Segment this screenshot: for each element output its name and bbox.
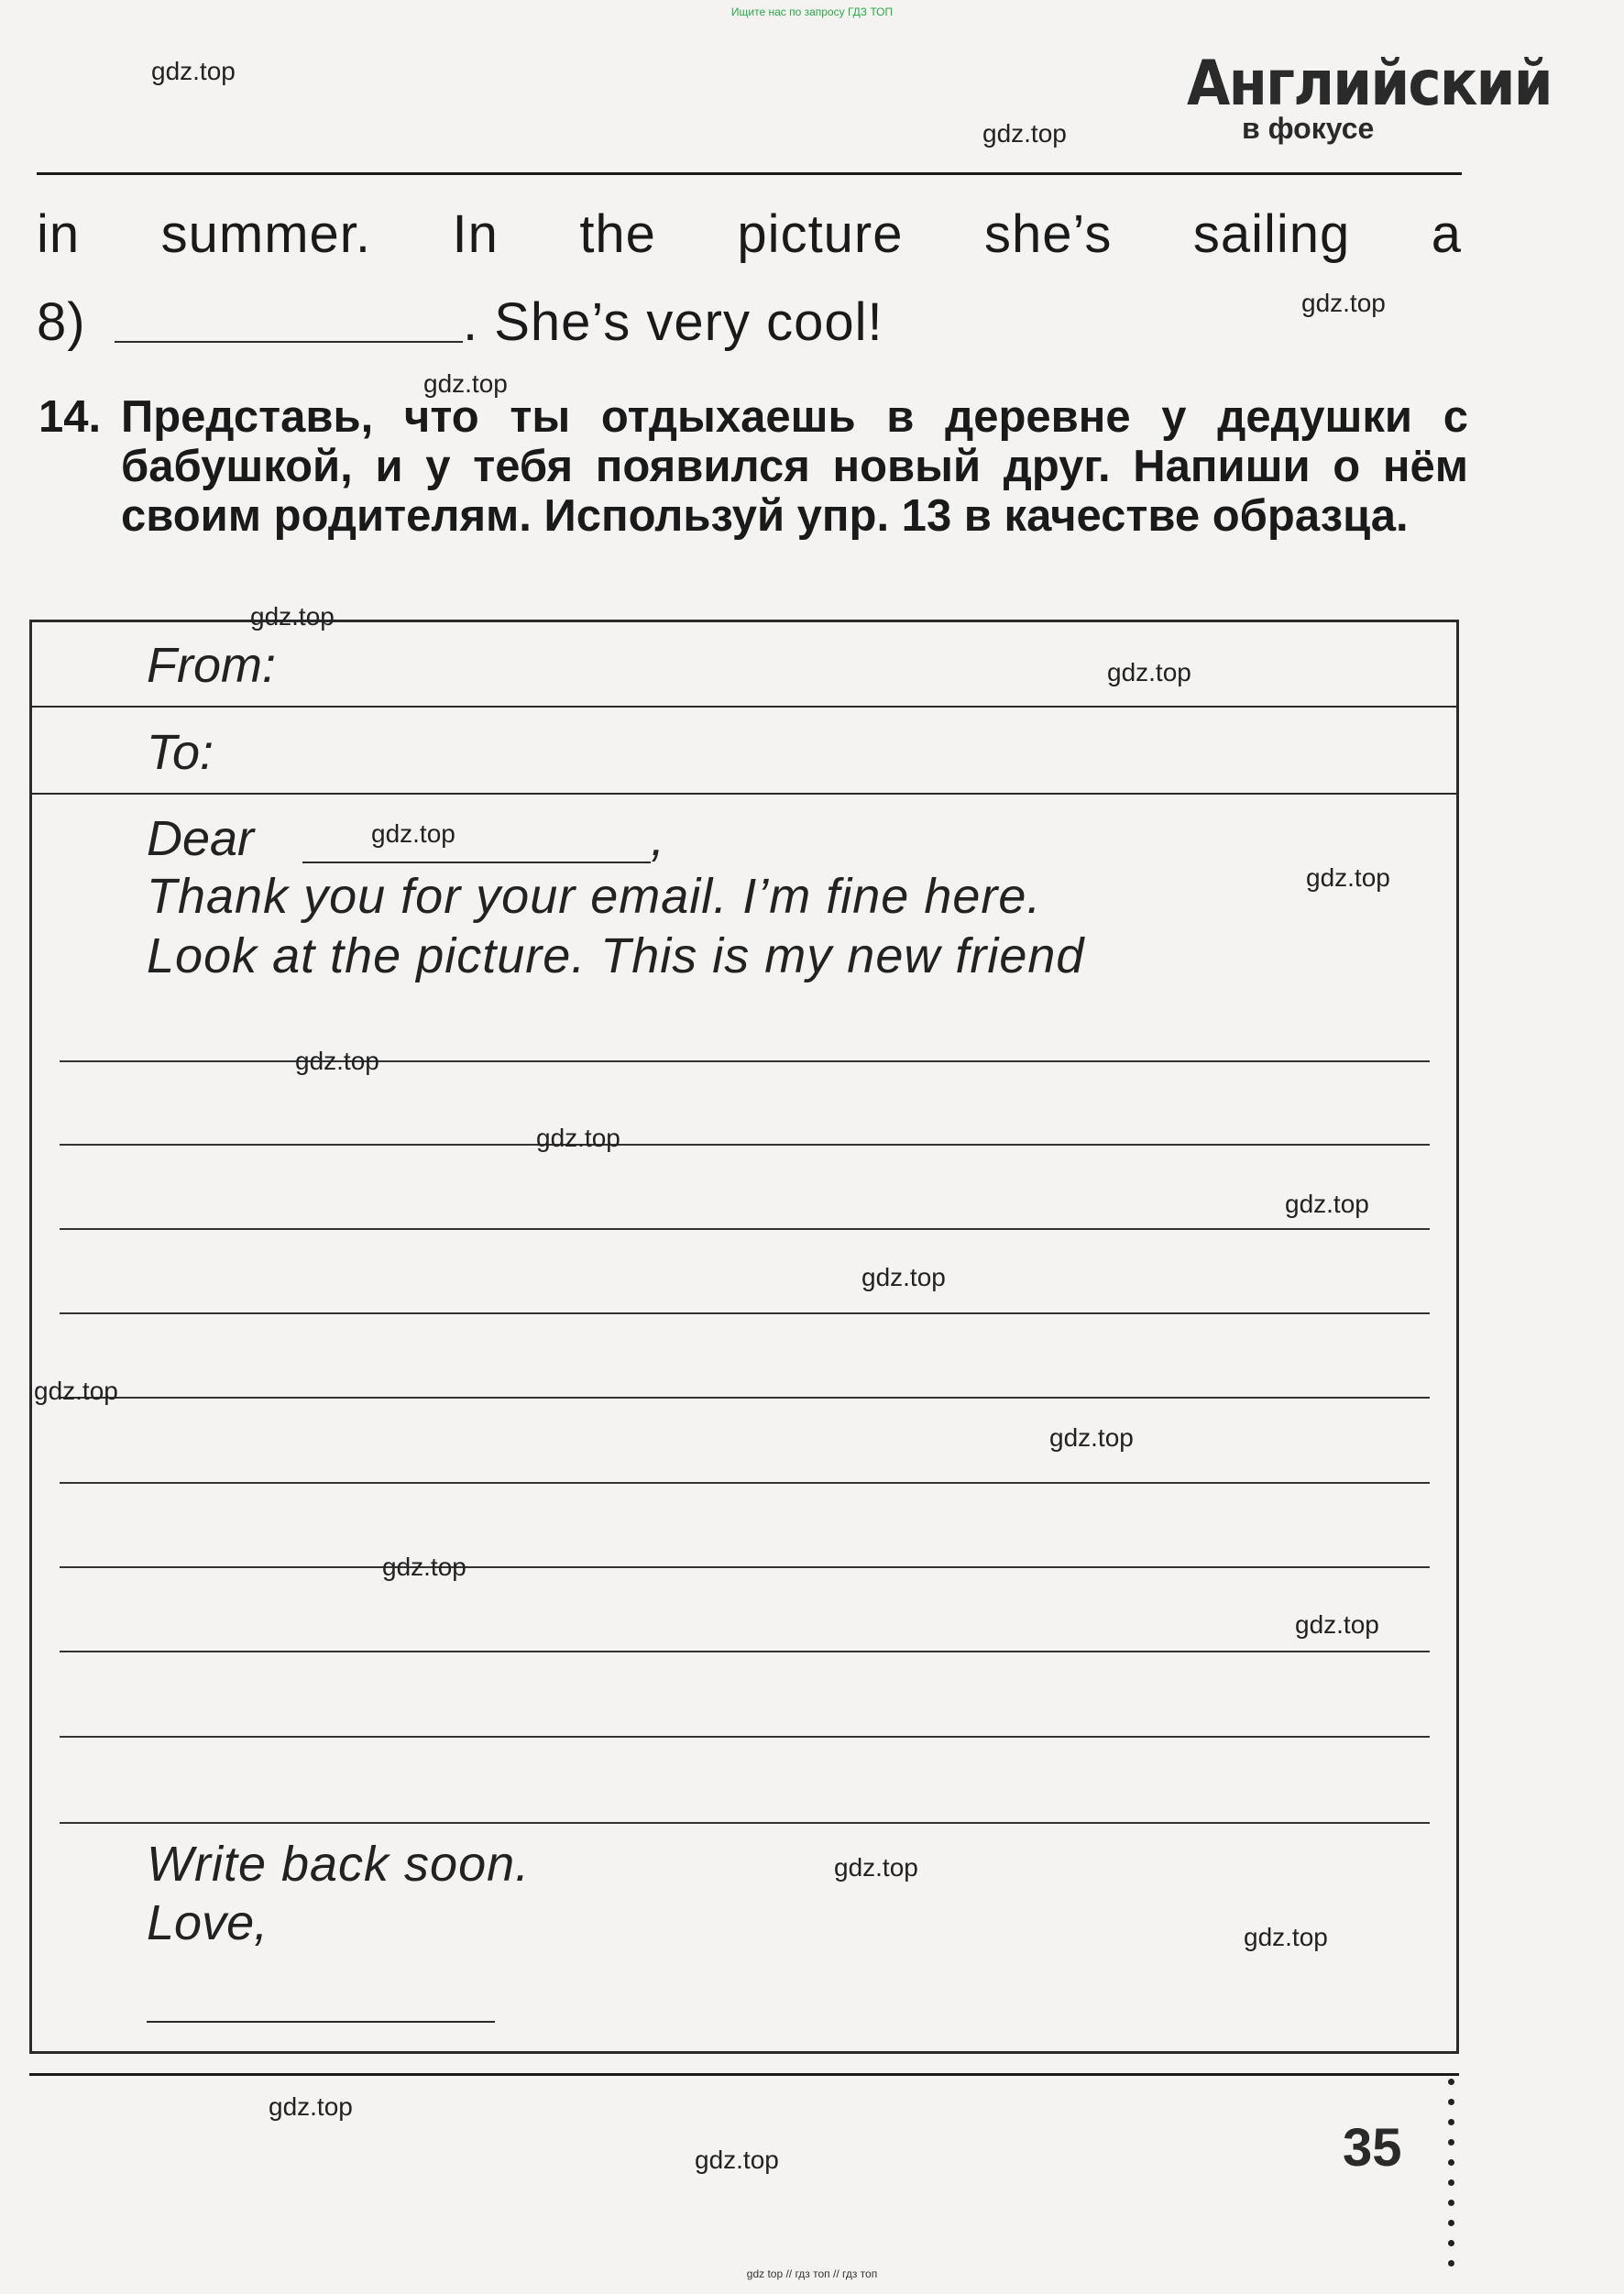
watermark: gdz.top (1306, 863, 1390, 892)
watermark: gdz.top (1107, 658, 1191, 686)
to-line[interactable] (32, 793, 1457, 795)
word: In (452, 204, 499, 264)
watermark: gdz.top (1295, 1610, 1379, 1639)
writing-line[interactable] (60, 1060, 1430, 1062)
from-label: From: (147, 638, 276, 693)
word: the (579, 204, 656, 264)
watermark: gdz.top (1244, 1923, 1328, 1951)
watermark: gdz.top (982, 119, 1067, 148)
letter-line-2: Look at the picture. This is my new friend (147, 928, 1085, 983)
logo-subtitle: в фокусе (1242, 112, 1375, 145)
name-blank[interactable] (302, 862, 651, 863)
text-line-1 (37, 203, 1462, 265)
answer-blank[interactable] (115, 341, 463, 343)
watermark: gdz.top (371, 819, 455, 848)
watermark: gdz.top (250, 602, 335, 631)
to-label: To: (147, 725, 214, 780)
dear-label: Dear (147, 811, 255, 866)
word: she’s (983, 204, 1113, 264)
watermark: gdz.top (295, 1047, 379, 1075)
watermark: gdz.top (1285, 1190, 1369, 1218)
word: summer. (160, 204, 371, 264)
watermark: gdz.top (1301, 289, 1386, 317)
logo-title: Английский (1187, 48, 1552, 120)
signature-blank[interactable] (147, 2021, 495, 2023)
top-note: Ищите нас по запросу ГДЗ ТОП (730, 5, 894, 18)
letter-line-1: Thank you for your email. I’m fine here. (147, 869, 1042, 924)
writing-line[interactable] (60, 1822, 1430, 1824)
watermark: gdz.top (269, 2092, 353, 2121)
writing-line[interactable] (60, 1397, 1430, 1399)
watermark: gdz.top (1049, 1423, 1134, 1452)
closing-line-1: Write back soon. (147, 1837, 531, 1892)
word: in (37, 204, 81, 264)
watermark: gdz.top (695, 2146, 779, 2174)
word: picture (737, 204, 904, 264)
word: sailing (1192, 204, 1351, 264)
dear-comma: , (651, 811, 665, 866)
edge-dots (1448, 2079, 1457, 2280)
writing-line[interactable] (60, 1566, 1430, 1568)
writing-line[interactable] (60, 1736, 1430, 1738)
watermark: gdz.top (834, 1853, 918, 1882)
text-line-2 (37, 291, 86, 353)
watermark: gdz.top (536, 1124, 620, 1152)
word: a (1431, 204, 1462, 264)
book-logo (1187, 48, 1552, 145)
from-line[interactable] (32, 706, 1457, 708)
closing-line-2: Love, (147, 1895, 269, 1950)
task-number: 14. (38, 392, 102, 442)
footer-rule (29, 2073, 1459, 2076)
watermark: gdz.top (861, 1263, 946, 1291)
writing-line[interactable] (60, 1144, 1430, 1146)
task-instructions: Представь, что ты отдыхаешь в деревне у дедушки с бабушкой, и у тебя появился новый друг. Напиши о нём своим родителям. Используй упр. 13 в качестве образца. (121, 392, 1468, 541)
writing-line[interactable] (60, 1312, 1430, 1314)
writing-line[interactable] (60, 1482, 1430, 1484)
text-line-2-rest: . She’s very cool! (463, 292, 883, 352)
watermark: gdz.top (423, 369, 508, 398)
writing-line[interactable] (60, 1228, 1430, 1230)
watermark: gdz.top (382, 1553, 466, 1581)
item-number: 8) (37, 292, 86, 352)
writing-line[interactable] (60, 1651, 1430, 1652)
header-rule (37, 172, 1462, 175)
bottom-note: gdz top // гдз топ // гдз топ (746, 2267, 878, 2280)
watermark: gdz.top (151, 57, 236, 85)
page-number: 35 (1343, 2118, 1402, 2178)
watermark: gdz.top (34, 1377, 118, 1405)
